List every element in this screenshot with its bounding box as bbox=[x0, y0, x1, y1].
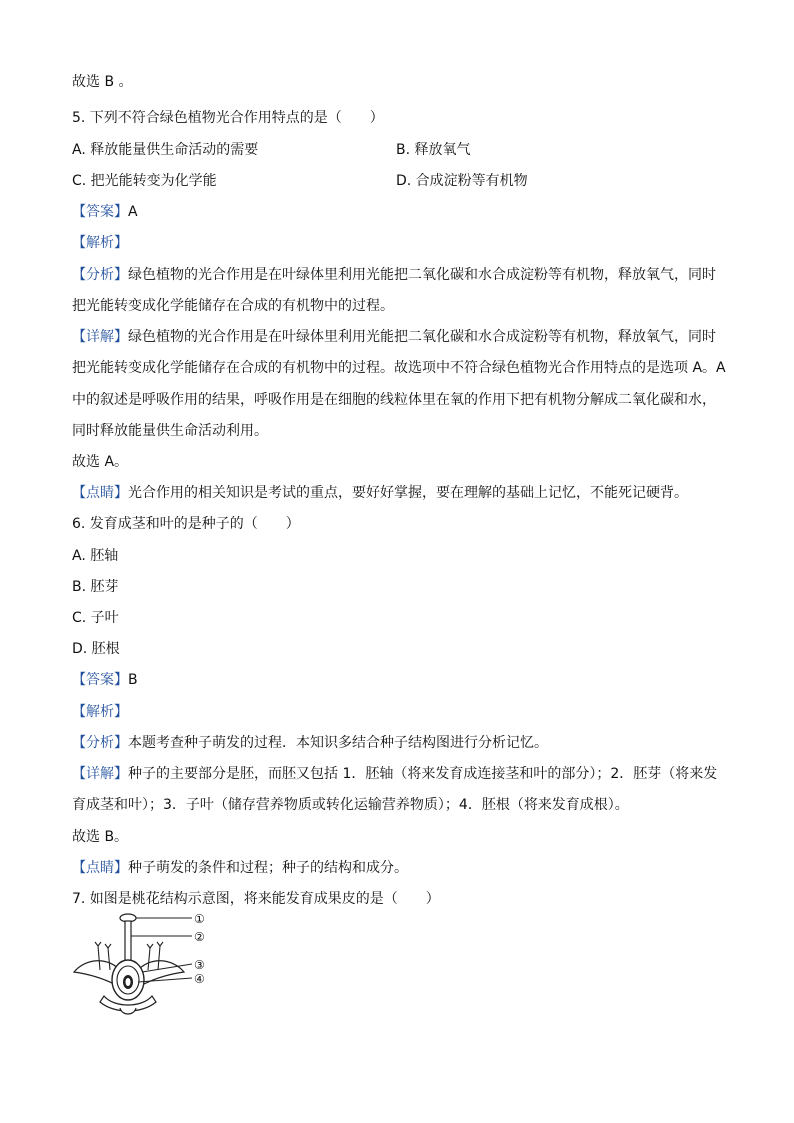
question-5-option-b: B. 释放氧气 bbox=[396, 142, 471, 158]
figure-label-4: ④ bbox=[194, 972, 205, 986]
question-6-stem: 6. 发育成茎和叶的是种子的（ ） bbox=[72, 516, 300, 532]
detail-tag: 【详解】 bbox=[72, 329, 128, 345]
question-7-stem: 7. 如图是桃花结构示意图，将来能发育成果皮的是（ ） bbox=[72, 891, 440, 907]
question-6-explanation-heading bbox=[72, 702, 724, 722]
answer-value: A bbox=[128, 204, 138, 220]
question-5-detail-2: 把光能转变成化学能储存在合成的有机物中的过程。故选项中不符合绿色植物光合作用特点的是选项 A。A bbox=[72, 360, 726, 376]
stalk-shape bbox=[120, 1008, 136, 1014]
style-shape bbox=[125, 921, 131, 965]
question-6-tip bbox=[72, 858, 724, 878]
question-6-analysis bbox=[72, 733, 724, 753]
question-5-detail-3: 中的叙述是呼吸作用的结果，呼吸作用是在细胞的线粒体里在氧的作用下把有机物分解成二氧化碳和水， bbox=[72, 392, 716, 408]
ovule-inner-shape bbox=[126, 978, 131, 986]
question-5-tip bbox=[72, 483, 724, 503]
analysis-tag: 【分析】 bbox=[72, 267, 128, 283]
explanation-tag: 【解析】 bbox=[72, 704, 128, 720]
question-6-detail-1 bbox=[72, 764, 724, 784]
question-5-stem: 5. 下列不符合绿色植物光合作用特点的是（ ） bbox=[72, 110, 384, 126]
question-6-option-a: A. 胚轴 bbox=[72, 548, 119, 564]
question-5-explanation-heading bbox=[72, 233, 724, 253]
analysis-text: 绿色植物的光合作用是在叶绿体里利用光能把二氧化碳和水合成淀粉等有机物，释放氧气，同时 bbox=[128, 267, 716, 283]
question-6-option-b: B. 胚芽 bbox=[72, 579, 119, 595]
question-5-option-c: C. 把光能转变为化学能 bbox=[72, 173, 217, 189]
question-6-option-c: C. 子叶 bbox=[72, 610, 119, 626]
question-5-detail-1 bbox=[72, 327, 724, 347]
tip-tag: 【点睛】 bbox=[72, 485, 128, 501]
peach-flower-diagram bbox=[70, 912, 220, 1022]
question-5-analysis-2: 把光能转变成化学能储存在合成的有机物中的过程。 bbox=[72, 298, 394, 314]
detail-tag: 【详解】 bbox=[72, 766, 128, 782]
question-5-option-a: A. 释放能量供生命活动的需要 bbox=[72, 142, 259, 158]
answer-tag: 【答案】 bbox=[72, 204, 128, 220]
answer-value: B bbox=[128, 672, 138, 688]
question-6-option-d: D. 胚根 bbox=[72, 641, 120, 657]
analysis-tag: 【分析】 bbox=[72, 735, 128, 751]
question-5-option-d: D. 合成淀粉等有机物 bbox=[396, 173, 528, 189]
question-5-conclusion: 故选 A。 bbox=[72, 454, 129, 470]
analysis-text: 本题考查种子萌发的过程．本知识多结合种子结构图进行分析记忆。 bbox=[128, 735, 548, 751]
tip-text: 种子萌发的条件和过程；种子的结构和成分。 bbox=[128, 860, 408, 876]
detail-text: 绿色植物的光合作用是在叶绿体里利用光能把二氧化碳和水合成淀粉等有机物，释放氧气，同时 bbox=[128, 329, 716, 345]
question-6-answer bbox=[72, 670, 724, 690]
previous-answer-conclusion: 故选 B 。 bbox=[72, 74, 133, 90]
figure-label-1: ① bbox=[194, 912, 205, 926]
answer-tag: 【答案】 bbox=[72, 672, 128, 688]
question-5-detail-4: 同时释放能量供生命活动利用。 bbox=[72, 423, 268, 439]
detail-text: 种子的主要部分是胚，而胚又包括 1．胚轴（将来发育成连接茎和叶的部分）；2．胚芽（将来发 bbox=[128, 766, 718, 782]
question-6-detail-2: 育成茎和叶）；3．子叶（储存营养物质或转化运输营养物质）；4．胚根（将来发育成根）。 bbox=[72, 797, 629, 813]
figure-label-2: ② bbox=[194, 930, 205, 944]
explanation-tag: 【解析】 bbox=[72, 235, 128, 251]
question-5-answer bbox=[72, 202, 724, 222]
tip-text: 光合作用的相关知识是考试的重点，要好好掌握，要在理解的基础上记忆，不能死记硬背。 bbox=[128, 485, 688, 501]
question-6-conclusion: 故选 B。 bbox=[72, 829, 129, 845]
tip-tag: 【点睛】 bbox=[72, 860, 128, 876]
peach-flower-svg bbox=[70, 912, 220, 1022]
figure-label-3: ③ bbox=[194, 958, 205, 972]
question-5-analysis-1 bbox=[72, 265, 724, 285]
